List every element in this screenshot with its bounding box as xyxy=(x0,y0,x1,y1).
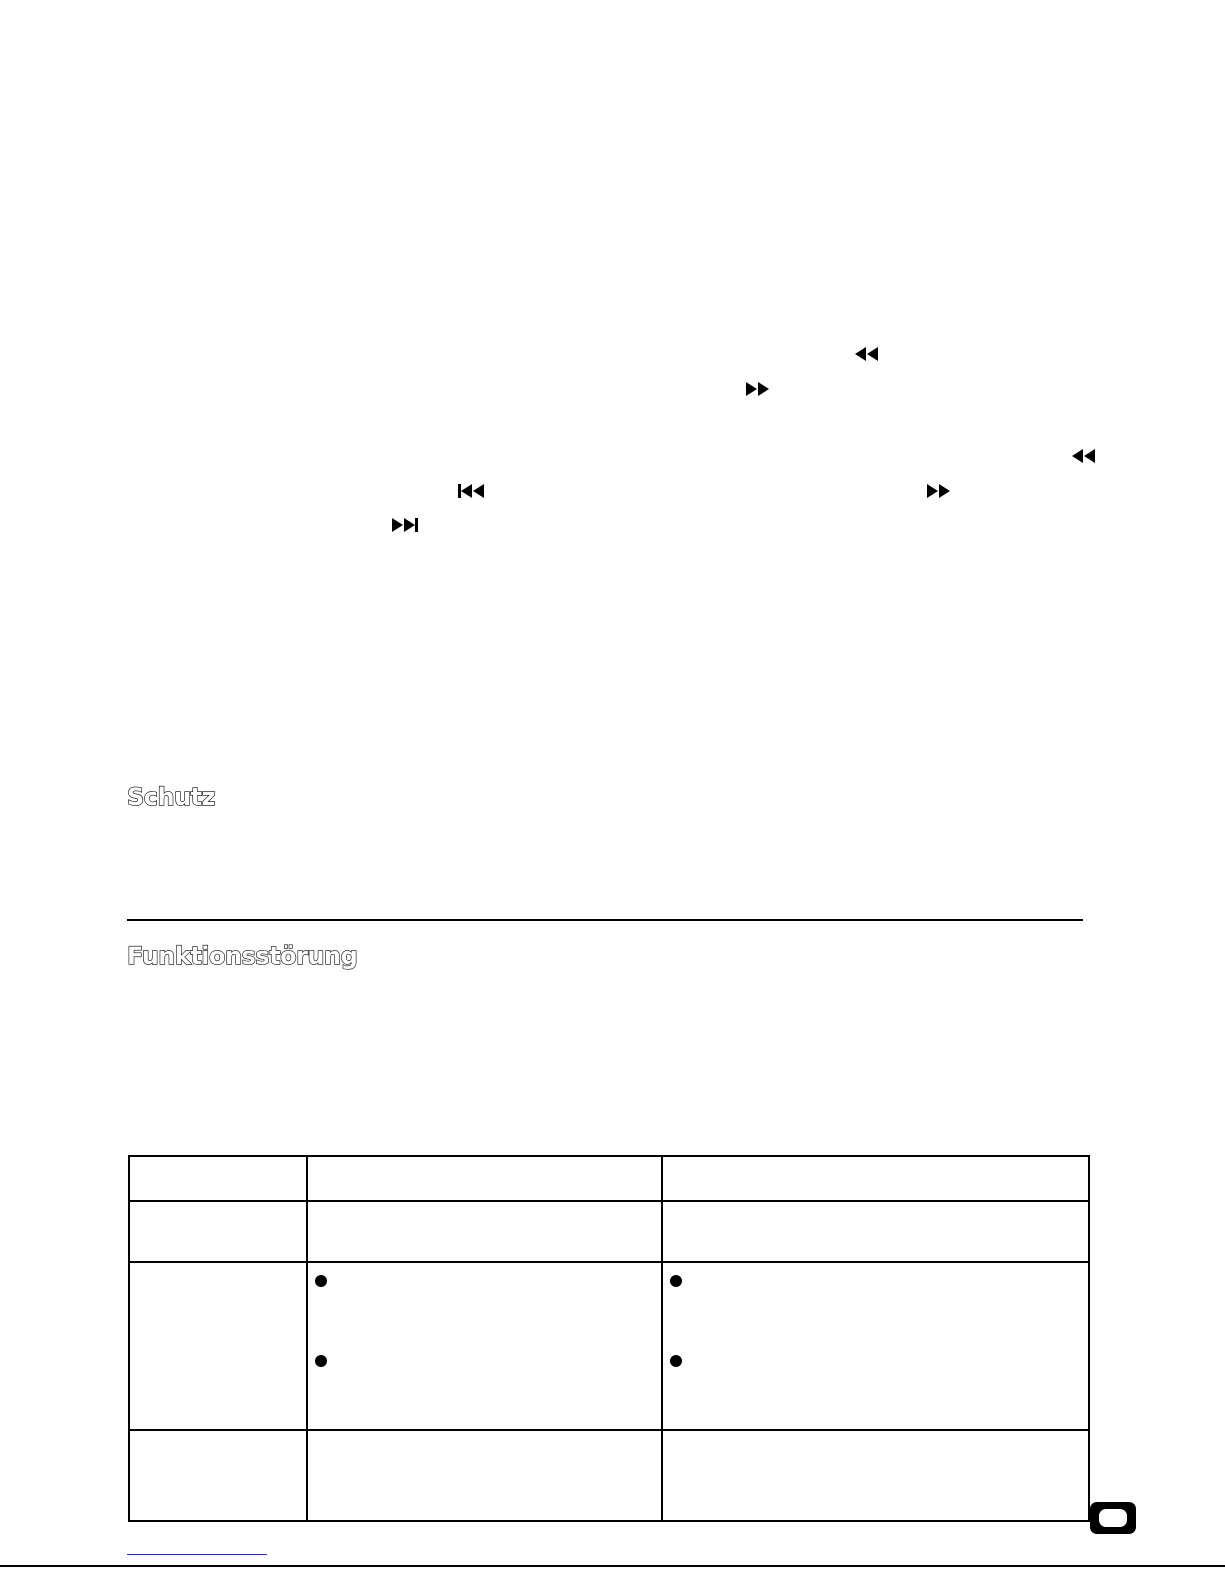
table-column-divider xyxy=(306,1157,308,1520)
section-divider xyxy=(127,919,1083,921)
table-row-divider xyxy=(130,1261,1088,1263)
bullet-icon xyxy=(315,1275,327,1287)
rewind-icon xyxy=(1071,448,1097,464)
footer-link-underline[interactable] xyxy=(127,1554,267,1555)
bullet-icon xyxy=(670,1355,682,1367)
fast-forward-icon xyxy=(744,381,770,397)
bullet-icon xyxy=(315,1355,327,1367)
table-column-divider xyxy=(661,1157,663,1520)
table-row-divider xyxy=(130,1200,1088,1202)
section-heading-protection: Schutz xyxy=(127,783,216,811)
troubleshooting-table xyxy=(128,1155,1090,1522)
language-badge xyxy=(1090,1502,1136,1534)
footer-divider xyxy=(0,1565,1225,1567)
section-heading-malfunction: Funktionsstörung xyxy=(127,942,358,970)
skip-previous-icon xyxy=(457,483,485,499)
table-row-divider xyxy=(130,1429,1088,1431)
fast-forward-icon xyxy=(925,483,951,499)
bullet-icon xyxy=(670,1275,682,1287)
skip-next-icon xyxy=(391,517,419,533)
rewind-icon xyxy=(854,346,880,362)
